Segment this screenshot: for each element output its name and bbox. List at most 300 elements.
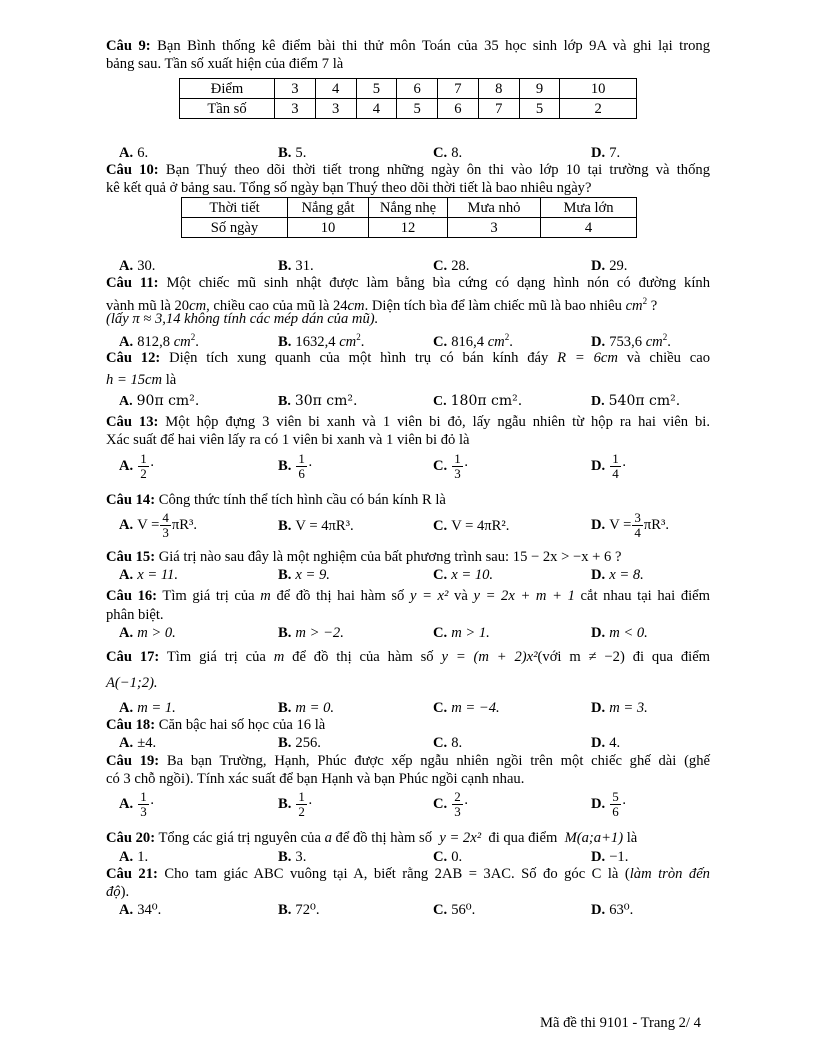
option-key: D. [591,700,606,716]
numerator: 1 [140,451,147,466]
q17-line2 [106,675,710,692]
denominator: 3 [140,804,147,819]
q11-text2c: . Diện tích bìa để làm chiếc mũ là bao nhiêu [364,297,622,314]
option-key: D. [591,795,606,812]
q11-label: Câu 11: [106,275,159,291]
q14-option-d [591,511,669,540]
option-key: A. [119,625,134,641]
q15-option-b [278,567,330,584]
option-text: 5. [295,145,307,161]
q10-option-a [119,258,155,275]
q19-option-d: D. $\frac{5}{6}$ · [591,789,627,819]
option-key: C. [433,333,448,350]
option-key: D. [591,902,606,918]
q9-cell: 4 [315,79,356,99]
q20-text1b: để đồ thị hàm số [331,830,433,846]
q17-option-b [278,700,334,717]
q16-m: m [260,588,271,604]
option-key: C. [433,567,448,583]
option-text: m > −2. [295,625,344,641]
numerator: 1 [612,451,619,466]
q16-line1 [106,588,710,605]
option-text: 8. [451,145,463,161]
option-key: B. [278,457,292,474]
q10-option-b [278,258,314,275]
q19-option-b: B. $\frac{1}{2}$ · [278,789,313,819]
q13-option-d: D. $\frac{1}{4}$ · [591,451,627,481]
option-key: B. [278,394,291,409]
q9-cell: 5 [356,79,397,99]
denominator: 4 [612,466,619,481]
q19-label: Câu 19: [106,753,160,769]
q10-cell: Số ngày [182,218,288,238]
q13-line1 [106,414,710,431]
option-key: B. [278,700,292,716]
q10-label: Câu 10: [106,162,159,178]
q9-cell: 6 [438,99,479,119]
q20-text1c: đi qua điểm [488,830,558,846]
q18-line1 [106,717,710,734]
q15-line1 [106,549,710,566]
option-key: B. [278,625,292,641]
q9-option-a [119,145,148,162]
option-text: 8. [451,735,463,751]
q14-option-a [119,511,197,540]
q16-func2: y = 2x + m + 1 [473,588,575,604]
q19-line1 [106,753,710,770]
option-text: m = 1. [137,700,176,716]
option-key: D. [591,457,606,474]
q21-text2b: ). [120,884,130,900]
option-text: m = 3. [609,700,648,716]
q10-cell: 4 [541,218,637,238]
q10-text1: Bạn Thuý theo dõi thời tiết trong những ngày ôn thi vào lớp 10 tại trường và thống [158,162,710,178]
q19-option-a: A. $\frac{1}{3}$ · [119,789,155,819]
q21-note2: độ [106,884,121,900]
q13-option-b: B. $\frac{1}{6}$ · [278,451,313,481]
q19-option-c: C. $\frac{2}{3}$ · [433,789,469,819]
q20-option-a [119,849,148,866]
q17-option-a [119,700,176,717]
q21-label: Câu 21: [106,866,158,882]
option-text: 34⁰. [137,902,162,918]
option-text: 3. [295,849,307,865]
option-text: 753,6 [609,333,643,350]
q18-option-c [433,735,462,752]
q16-text1c: cắt nhau tại hai điểm [580,588,711,604]
q11-text2a: vành mũ là 20 [106,297,190,314]
q20-func: y = 2x² [439,830,482,846]
q21-note1: làm tròn đến [629,866,710,882]
option-key: B. [278,902,292,918]
q9-table-row [180,79,637,99]
option-key: A. [119,333,134,350]
q12-option-a [119,393,199,410]
q21-option-a [119,902,161,919]
option-key: A. [119,567,134,583]
q11-line3 [106,311,710,328]
q16-and: và [454,588,468,604]
option-text: 256. [295,735,321,751]
q9-cell: 5 [519,99,560,119]
option-key: C. [433,518,448,534]
q15-option-c [433,567,493,584]
q20-option-d [591,849,628,866]
denominator: 6 [298,466,305,481]
option-text: V = 4πR³. [295,518,354,534]
denominator: 6 [612,804,619,819]
q9-option-b [278,145,306,162]
option-key: C. [433,457,448,474]
numerator: 4 [162,510,169,525]
option-key: C. [433,625,448,641]
q9-option-d [591,145,620,162]
q18-text1: Căn bậc hai số học của 16 là [155,717,326,733]
q9-cell: 7 [438,79,479,99]
option-key: A. [119,145,134,161]
q12-text1b: và chiều cao [626,350,711,366]
q9-cell: 10 [560,79,637,99]
q9-line1 [106,38,710,55]
q19-text1: Ba bạn Trường, Hạnh, Phúc được xếp ngẫu nhiên ngồi trên một chiếc ghế dài (ghế [159,753,711,769]
option-pre: V = [137,516,160,533]
q14-text1: Công thức tính thể tích hình cầu có bán kính R là [155,492,446,508]
q17-text1b: để đồ thị của hàm số [292,649,434,665]
option-text: 28. [451,258,470,274]
numerator: 5 [612,789,619,804]
q11-option-d: D. 753,6 $cm^2$. [591,332,671,350]
q21-option-c [433,902,475,919]
option-key: C. [433,258,448,274]
numerator: 1 [454,451,461,466]
q17-option-d [591,700,648,717]
q10-cell: Nắng gắt [288,198,369,218]
q16-text1b: để đồ thị hai hàm số [270,588,405,604]
option-key: C. [433,849,448,865]
q11-option-c: C. 816,4 $cm^2$. [433,332,513,350]
q12-radius: R = 6cm [557,350,618,366]
option-unit: cm [487,333,505,350]
fraction [610,790,621,819]
q14-label: Câu 14: [106,492,156,508]
option-text: m < 0. [609,625,648,641]
option-text: 30. [137,258,156,274]
q20-option-b [278,849,306,866]
q14-option-b [278,518,354,535]
option-key: B. [278,567,292,583]
q12-height: h = 15cm [106,372,163,388]
q9-text1: Bạn Bình thống kê điểm bài thi thử môn Toán của 35 học sinh lớp 9A và ghi lại trong [150,38,710,54]
option-post: πR³. [643,516,669,533]
option-text: 1632,4 [295,333,336,350]
option-key: A. [119,516,134,533]
option-key: C. [433,394,447,409]
q17-label: Câu 17: [106,649,160,665]
q16-option-b [278,625,344,642]
q10-cell: 12 [369,218,448,238]
q12-option-d [591,393,680,410]
q20-option-c [433,849,462,866]
option-key: D. [591,258,606,274]
q9-cell: 5 [397,99,438,119]
q15-option-a [119,567,178,584]
option-key: B. [278,735,292,751]
fraction [452,452,463,481]
option-text: m > 1. [451,625,490,641]
option-text: −1. [609,849,629,865]
option-text: 816,4 [451,333,485,350]
q9-option-c [433,145,462,162]
option-text: 6. [137,145,149,161]
option-text: 180π cm². [450,393,523,409]
q9-table [179,78,637,119]
numerator: 2 [454,789,461,804]
q18-option-a [119,735,156,752]
option-text: x = 8. [609,567,644,583]
option-key: D. [591,625,606,641]
option-key: A. [119,849,134,865]
option-text: 72⁰. [295,902,320,918]
denominator: 2 [298,804,305,819]
option-key: A. [119,700,134,716]
fraction [138,790,149,819]
option-key: C. [433,145,448,161]
q21-line1 [106,866,710,883]
q10-cell: 10 [288,218,369,238]
q10-line2: kê kết quả ở bảng sau. Tổng số ngày bạn Thuý theo dõi thời tiết là bao nhiêu ngày? [106,180,592,196]
q12-option-b [278,393,358,410]
q10-table-row [182,218,637,238]
q9-cell: 3 [275,79,316,99]
option-text: 29. [609,258,628,274]
q10-cell: Thời tiết [182,198,288,218]
q17-point: A(−1;2). [106,675,158,691]
q20-text1: Tổng các giá trị nguyên của [155,830,325,846]
q9-cell: 9 [519,79,560,99]
option-key: D. [591,567,606,583]
option-text: x = 9. [295,567,330,583]
numerator: 3 [634,510,641,525]
option-key: D. [591,516,606,533]
q17-func: y = (m + 2)x² [441,649,538,665]
option-text: V = 4πR². [451,518,510,534]
option-key: A. [119,258,134,274]
q10-option-d [591,258,627,275]
option-key: B. [278,518,292,534]
denominator: 3 [454,804,461,819]
q9-cell: 7 [478,99,519,119]
option-key: D. [591,394,605,409]
q20-label: Câu 20: [106,830,156,846]
option-key: B. [278,333,292,350]
q15-label: Câu 15: [106,549,156,565]
option-text: ±4. [137,735,157,751]
option-text: 812,8 [137,333,171,350]
q12-option-c [433,393,522,410]
option-text: 4. [609,735,621,751]
option-key: D. [591,735,606,751]
q11-line2: vành mũ là 20cm, chiều cao của mũ là 24cm. Diện tích bìa để làm chiếc mũ là bao nhiêu $cm^2$ ? [106,296,658,314]
option-text: 31. [295,258,314,274]
option-key: C. [433,735,448,751]
option-key: B. [278,258,292,274]
option-post: πR³. [171,516,197,533]
q16-option-d [591,625,648,642]
q16-text1: Tìm giá trị của [157,588,261,604]
option-unit: cm [173,333,191,350]
q18-option-d [591,735,620,752]
q11-note: (lấy π ≈ 3,14 không tính các mép dán của mũ). [106,311,379,327]
q9-cell: 2 [560,99,637,119]
q11-option-b: B. 1632,4 $cm^2$. [278,332,365,350]
q12-line2 [106,372,710,389]
q21-option-b [278,902,319,919]
option-key: D. [591,145,606,161]
q9-cell: 3 [275,99,316,119]
option-key: A. [119,902,134,918]
option-text: 90π cm². [136,393,200,409]
q12-label: Câu 12: [106,350,161,366]
fraction [610,452,621,481]
denominator: 3 [162,525,169,540]
q11-unit: cm [347,297,365,314]
q11-unit: cm [189,297,207,314]
q10-line1 [106,162,710,179]
q16-label: Câu 16: [106,588,158,604]
q9-cell: Điểm [180,79,275,99]
option-text: x = 11. [137,567,178,583]
option-text: 63⁰. [609,902,634,918]
q21-text1: Cho tam giác ABC vuông tại A, biết rằng 2AB = 3AC. Số đo góc C là ( [157,866,630,882]
page-footer: Mã đề thi 9101 - Trang 2/ 4 [540,1015,701,1031]
q16-option-c [433,625,490,642]
option-key: A. [119,795,134,812]
q20-line1 [106,830,710,847]
q10-table-row [182,198,637,218]
option-text: 7. [609,145,621,161]
q14-option-c [433,518,509,535]
q9-label: Câu 9: [106,38,151,54]
denominator: 2 [140,466,147,481]
q19-line2: có 3 chỗ ngồi). Tính xác suất để bạn Hạnh và bạn Phúc ngồi cạnh nhau. [106,771,525,787]
q10-cell: Nắng nhẹ [369,198,448,218]
q12-text2b: là [162,372,177,388]
option-key: A. [119,457,134,474]
q11-line1 [106,275,710,292]
numerator: 1 [298,789,305,804]
q20-text1d: là [626,830,638,846]
option-text: 30π cm². [294,393,358,409]
option-text: m > 0. [137,625,176,641]
q10-cell: Mưa lớn [541,198,637,218]
fraction [296,790,307,819]
option-unit: cm [339,333,357,350]
q17-option-c [433,700,500,717]
q17-line1 [106,649,710,666]
q11-text2b: , chiều cao của mũ là 24 [206,297,348,314]
q10-table [181,197,637,238]
q16-func1: y = x² [409,588,449,604]
option-key: C. [433,795,448,812]
denominator: 3 [454,466,461,481]
option-pre: V = [609,516,632,533]
option-key: D. [591,849,606,865]
numerator: 1 [298,451,305,466]
option-text: m = 0. [295,700,335,716]
q20-point: M(a;a+1) [564,830,624,846]
fraction [296,452,307,481]
option-text: 0. [451,849,463,865]
q17-text1: Tìm giá trị của [159,649,266,665]
q9-cell: 8 [478,79,519,99]
q17-m: m [273,649,285,665]
option-key: A. [119,735,134,751]
denominator: 4 [634,525,641,540]
q17-condition: (với m ≠ −2) [537,649,625,665]
q13-line2: Xác suất để hai viên lấy ra có 1 viên bi xanh và 1 viên bi đỏ là [106,432,470,448]
q10-cell: 3 [448,218,541,238]
q11-unit: cm [625,297,643,314]
fraction [138,452,149,481]
q21-option-d [591,902,633,919]
option-unit: cm [645,333,663,350]
option-key: C. [433,902,448,918]
option-key: B. [278,145,292,161]
option-key: B. [278,795,292,812]
q9-cell: Tần số [180,99,275,119]
q12-text1: Diện tích xung quanh của một hình trụ có bán kính đáy [160,350,549,366]
q9-line2: bảng sau. Tần số xuất hiện của điểm 7 là [106,56,344,72]
q16-line2: phân biệt. [106,607,164,623]
q9-cell: 6 [397,79,438,99]
option-key: A. [119,394,133,409]
q13-option-c: C. $\frac{1}{3}$ · [433,451,469,481]
q15-inequality: 15 − 2x > −x + 6 ? [512,549,622,565]
fraction [160,511,171,540]
q10-cell: Mưa nhỏ [448,198,541,218]
q11-option-a: A. 812,8 $cm^2$. [119,332,199,350]
q15-option-d [591,567,644,584]
option-text: 56⁰. [451,902,476,918]
q18-label: Câu 18: [106,717,156,733]
q10-option-c [433,258,469,275]
option-text: 540π cm². [608,393,681,409]
q13-option-a: A. $\frac{1}{2}$ · [119,451,155,481]
numerator: 1 [140,789,147,804]
q11-text1: Một chiếc mũ sinh nhật được làm bằng bìa cứng có dạng hình nón có đường kính [158,275,711,291]
option-key: B. [278,849,292,865]
q9-table-row [180,99,637,119]
q12-line1 [106,350,710,367]
q21-line2 [106,884,710,901]
q9-cell: 4 [356,99,397,119]
option-key: D. [591,333,606,350]
option-text: 1. [137,849,149,865]
option-key: C. [433,700,448,716]
fraction [452,790,463,819]
q15-text1: Giá trị nào sau đây là một nghiệm của bất phương trình sau: [155,549,510,565]
q9-cell: 3 [315,99,356,119]
q14-line1 [106,492,710,509]
q13-text1: Một hộp đựng 3 viên bi xanh và 1 viên bi đỏ, lấy ngẫu nhiên từ hộp ra hai viên bi. [158,414,710,430]
option-text: m = −4. [451,700,500,716]
q16-option-a [119,625,176,642]
q20-a: a [324,830,332,846]
fraction [632,511,643,540]
q18-option-b [278,735,321,752]
option-text: x = 10. [451,567,494,583]
q13-label: Câu 13: [106,414,159,430]
